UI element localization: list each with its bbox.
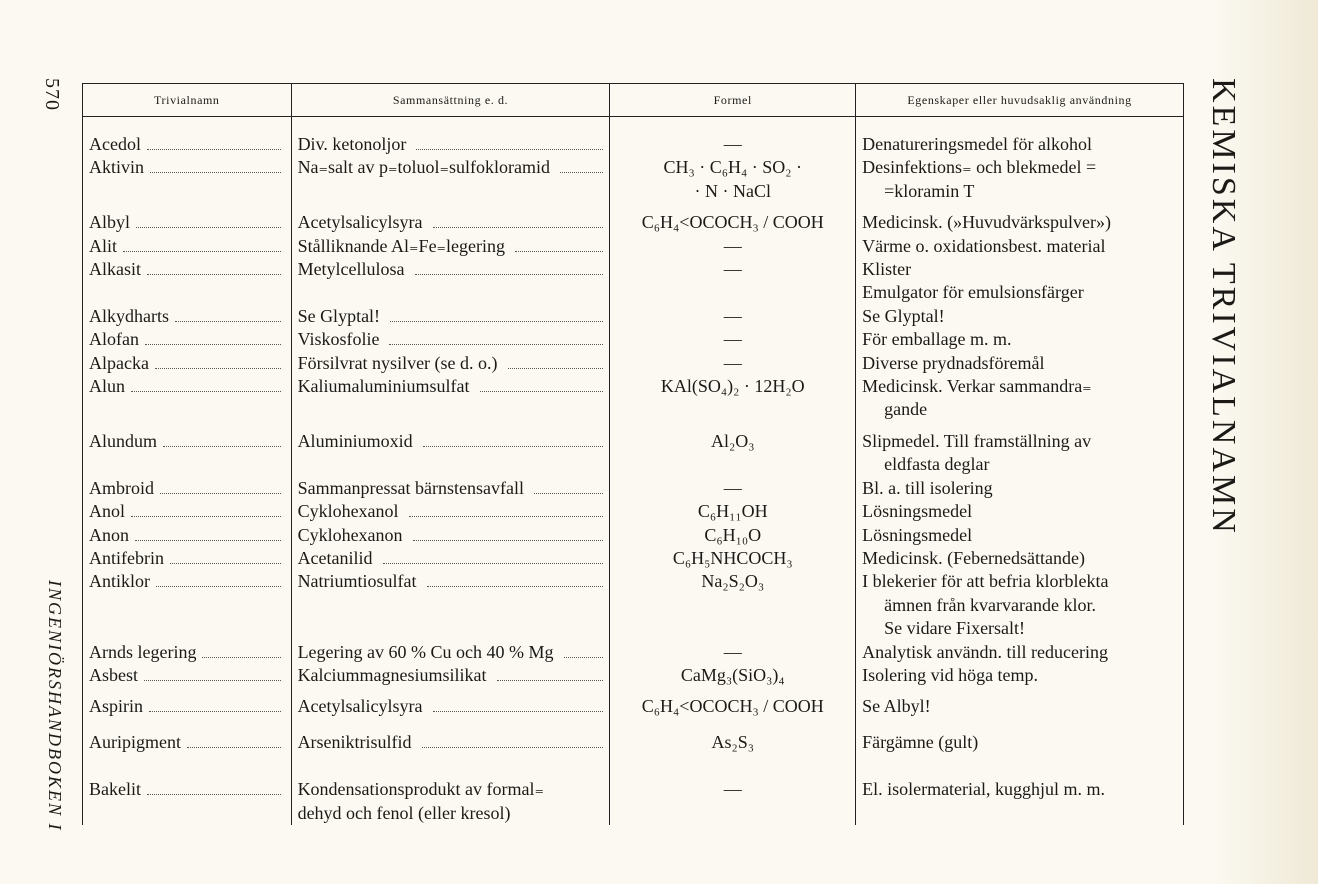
running-head: KEMISKA TRIVIALNAMN [1205,78,1242,536]
trivial-name: Albyl [89,212,131,233]
book-title: INGENIÖRSHANDBOKEN I [45,580,65,832]
trivial-name: Alofan [89,329,139,350]
table-row [83,133,1184,156]
use-line: ämnen från kvarvarande klor. [884,594,1096,615]
formula-cont: · N · NaCl [694,180,771,201]
use-line: Isolering vid höga temp. [862,664,1039,685]
table-row [83,375,1184,422]
use-line: Emulgator för emulsionsfärger [862,282,1084,303]
trivial-name: Aspirin [89,696,143,717]
formula: Al₂O₃ [710,430,755,451]
formula: C₆H₄<OCOCH₃ / COOH [641,696,824,717]
composition: Metylcellulosa [297,259,405,280]
trivial-name: Anon [89,524,129,545]
table-row [83,664,1184,687]
trivial-name: Anol [89,501,125,522]
use-line: El. isolermaterial, kugghjul m. m. [862,779,1106,800]
table-row [83,641,1184,664]
header-composition: Sammansättning e. d. [291,84,610,117]
trivial-names-table [82,83,1184,825]
trivial-name: Alkydharts [89,305,169,326]
use-line: Slipmedel. Till framställning av [862,430,1092,451]
formula: CaMg₃(SiO₃)₄ [680,664,785,685]
use-line: =kloramin T [884,180,975,201]
trivial-name: Alit [89,235,118,256]
composition: Se Glyptal! [297,305,381,326]
composition: Aluminiumoxid [297,430,413,451]
composition: Stålliknande Al₌Fe₌legering [297,235,506,256]
composition: Försilvrat nysilver (se d. o.) [297,352,498,373]
formula: C₆H₁₀O [704,524,762,545]
trivial-name: Bakelit [89,779,141,800]
composition: Acetylsalicylsyra [297,696,423,717]
use-line: Denatureringsmedel för alkohol [862,134,1092,154]
formula: — [723,477,742,498]
trivial-name: Alundum [89,430,158,451]
formula: C₆H₁₁OH [697,501,768,522]
formula: — [723,329,742,350]
use-line: Medicinsk. (»Huvudvärkspulver») [862,212,1112,233]
table-row [83,235,1184,258]
trivial-name: Auripigment [89,731,181,752]
use-line: gande [884,399,928,420]
composition: Kalciummagnesiumsilikat [297,664,487,685]
use-line: Färgämne (gult) [862,731,979,752]
header-trivialnamn: Trivialnamn [83,84,292,117]
composition-cont: dehyd och fenol (eller kresol) [297,802,511,823]
formula: — [723,259,742,280]
table-row [83,695,1184,718]
table-row [83,156,1184,203]
table-row [83,328,1184,351]
table-row [83,430,1184,477]
trivial-name: Aktivin [89,157,145,178]
table-row [83,211,1184,234]
formula: — [723,352,742,373]
use-line: Se Albyl! [862,696,931,717]
composition: Cyklohexanol [297,501,399,522]
composition: Kondensationsprodukt av formal₌ [297,779,545,800]
use-line: I blekerier för att befria klorblekta [862,571,1109,592]
composition: Kaliumaluminiumsulfat [297,376,470,397]
use-line: Medicinsk. (Febernedsättande) [862,547,1086,568]
formula: CH₃ · C₆H₄ · SO₂ · [663,157,803,178]
composition: Acetanilid [297,547,373,568]
use-line: Medicinsk. Verkar sammandra₌ [862,376,1092,397]
composition: Legering av 60 % Cu och 40 % Mg [297,641,554,662]
header-formula: Formel [610,84,856,117]
trivial-name: Asbest [89,664,138,685]
trivial-name: Acedol [89,134,141,154]
formula: — [723,134,742,154]
table-row [83,547,1184,570]
composition: Arseniktrisulfid [297,731,412,752]
use-line: Desinfektions₌ och blekmedel = [862,157,1097,178]
use-line: Lösningsmedel [862,524,973,545]
formula: — [723,235,742,256]
table-row [83,570,1184,640]
table-row [83,778,1184,825]
formula: C₆H₄<OCOCH₃ / COOH [641,212,824,233]
table-row [83,500,1184,523]
composition: Na₌salt av p₌toluol₌sulfokloramid [297,157,551,178]
trivial-name: Ambroid [89,477,154,498]
trivial-name: Alpacka [89,352,149,373]
use-line: Värme o. oxidationsbest. material [862,235,1106,256]
page-number: 570 [41,78,63,111]
use-line: För emballage m. m. [862,329,1012,350]
formula: C₆H₅NHCOCH₃ [672,547,793,568]
table-header-row [83,84,1184,117]
formula: As₂S₃ [711,731,755,752]
composition: Sammanpressat bärnstensavfall [297,477,524,498]
formula: KAl(SO₄)₂ · 12H₂O [660,376,805,397]
use-line: Diverse prydnadsföremål [862,352,1045,373]
table-row [83,305,1184,328]
use-line: Lösningsmedel [862,501,973,522]
use-line: Analytisk användn. till reducering [862,641,1109,662]
use-line: Se vidare Fixersalt! [884,618,1026,639]
table-row [83,258,1184,305]
table-row [83,477,1184,500]
formula: Na₂S₂O₃ [701,571,765,592]
use-line: eldfasta deglar [884,454,990,475]
formula: — [723,779,742,800]
use-line: Se Glyptal! [862,305,945,326]
trivial-name: Arnds legering [89,641,197,662]
composition: Natriumtiosulfat [297,571,417,592]
table-body [83,117,1184,825]
trivial-name: Alun [89,376,125,397]
composition: Acetylsalicylsyra [297,212,423,233]
trivial-name: Antifebrin [89,547,164,568]
header-properties: Egenskaper eller huvudsaklig användning [856,84,1184,117]
composition: Viskosfolie [297,329,380,350]
composition: Div. ketonoljor [297,134,407,154]
trivial-name: Alkasit [89,259,141,280]
table-row [83,352,1184,375]
formula: — [723,305,742,326]
formula: — [723,641,742,662]
trivial-name: Antiklor [89,571,150,592]
table-row [83,524,1184,547]
table-row [83,731,1184,754]
use-line: Bl. a. till isolering [862,477,993,498]
use-line: Klister [862,259,912,280]
composition: Cyklohexanon [297,524,403,545]
